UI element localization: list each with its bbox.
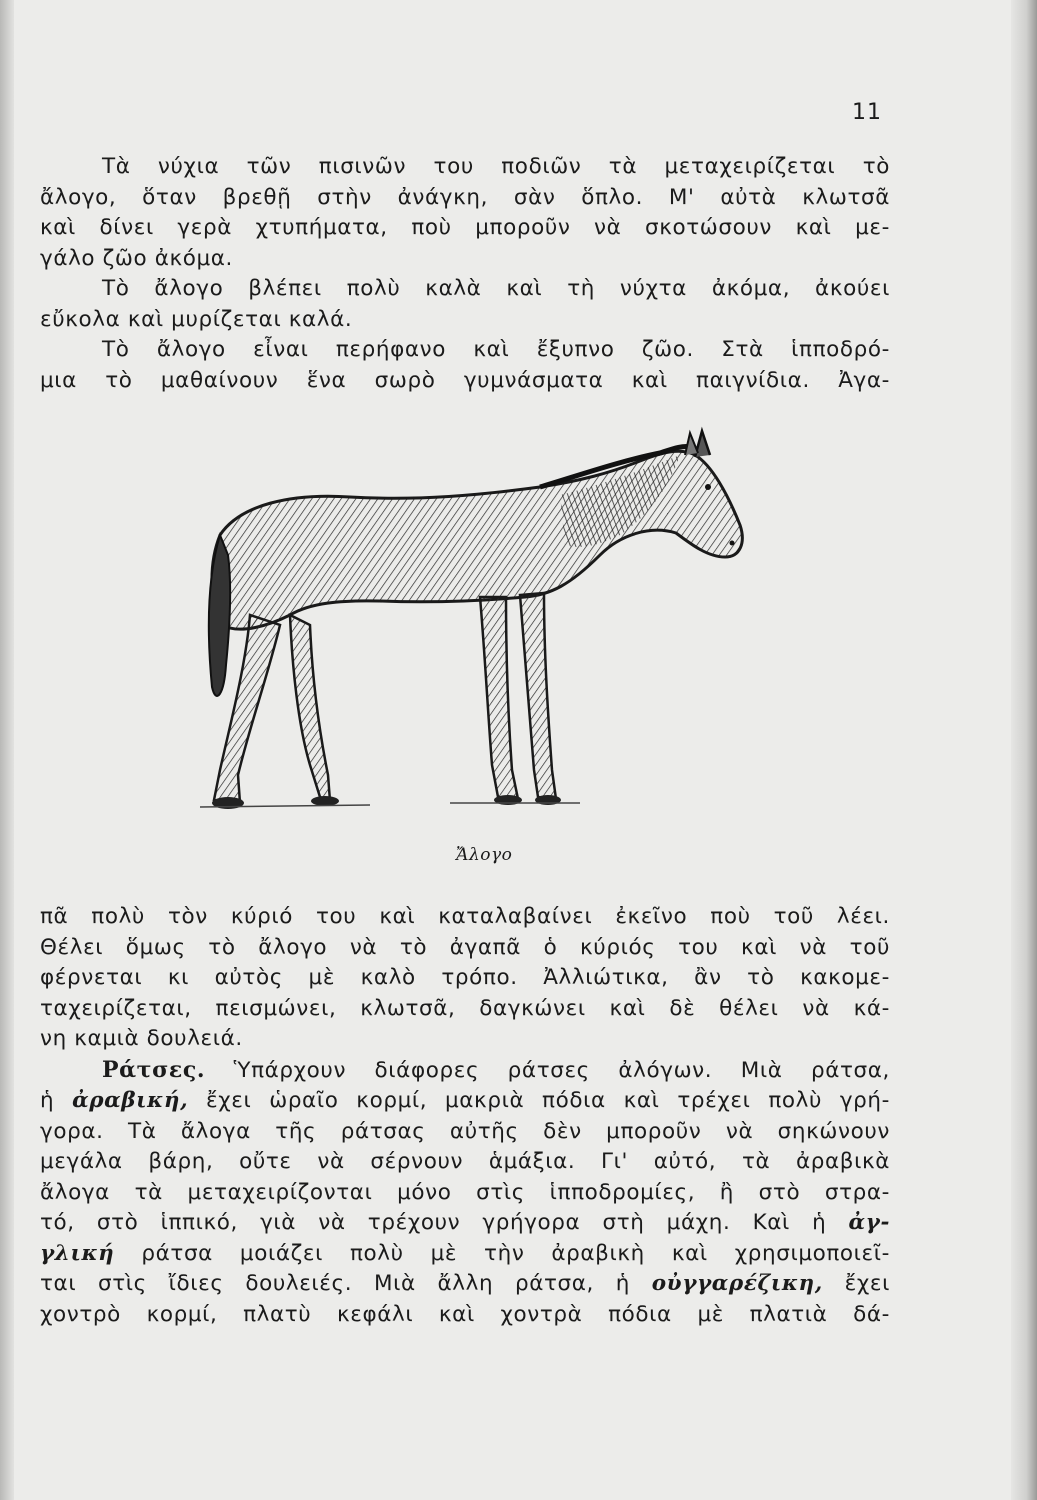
lower-text (40, 902, 890, 1330)
text-line: Τὰ νύχια τῶν πισινῶν του ποδιῶν τὰ μεταχειρίζεται τὸ (102, 154, 890, 179)
text-line (40, 1055, 890, 1087)
page-edge-right (1011, 0, 1037, 1500)
text-line: Θέλει ὅμως τὸ ἄλογο νὰ τὸ ἀγαπᾶ ὁ κύριός του καὶ νὰ τοῦ (40, 934, 890, 960)
text-span: ται στὶς ἴδιες δουλειές. Μιὰ ἄλλη ράτσα, ἡ (40, 1271, 630, 1296)
term-english: ἀγ- (848, 1210, 890, 1235)
text-line (40, 1239, 890, 1270)
text-line: ταχειρίζεται, πεισμώνει, κλωτσᾶ, δαγκώνει καὶ δὲ θέλει νὰ κά- (40, 995, 890, 1021)
text-line (40, 1269, 890, 1300)
text-line: Τὸ ἄλογο βλέπει πολὺ καλὰ καὶ τὴ νύχτα ἀκόμα, ἀκούει (102, 276, 890, 301)
text-span: Ὑπάρχουν διάφορες ράτσες ἀλόγων. Μιὰ ράτσα, (233, 1057, 890, 1083)
text-span: ἔχει ὡραῖο κορμί, μακριὰ πόδια καὶ τρέχει πολὺ γρή- (206, 1088, 890, 1113)
page-number: 11 (852, 100, 882, 125)
page-shadow-left (0, 0, 14, 1500)
horse-illustration-icon (180, 425, 760, 825)
text-line: ἄλογο, ὅταν βρεθῇ στὴν ἀνάγκη, σὰν ὅπλο. Μ' αὐτὰ κλωτσᾶ (40, 184, 890, 210)
upper-text (40, 152, 890, 396)
text-line: ἄλογα τὰ μεταχειρίζονται μόνο στὶς ἱπποδρομίες, ἢ στὸ στρα- (40, 1179, 890, 1205)
term-english: γλική (40, 1240, 115, 1266)
text-span: ράτσα μοιάζει πολὺ μὲ τὴν ἀραβικὴ καὶ χρησιμοποιεῖ- (141, 1240, 890, 1266)
text-span: ἔχει (844, 1271, 890, 1296)
text-line: μεγάλα βάρη, οὔτε νὰ σέρνουν ἁμάξια. Γι' αὐτό, τὰ ἀραβικὰ (40, 1149, 890, 1174)
text-line: γάλο ζῶο ἀκόμα. (40, 245, 233, 271)
text-line: μια τὸ μαθαίνουν ἕνα σωρὸ γυμνάσματα καὶ παιγνίδια. Ἀγα- (40, 367, 890, 393)
text-line: χοντρὸ κορμί, πλατὺ κεφάλι καὶ χοντρὰ πόδια μὲ πλατιὰ δά- (40, 1301, 890, 1327)
text-line: γορα. Τὰ ἄλογα τῆς ράτσας αὐτῆς δὲν μποροῦν νὰ σηκώνουν (40, 1118, 890, 1144)
text-line: νη καμιὰ δουλειά. (40, 1026, 243, 1051)
text-span: ἡ (40, 1088, 55, 1113)
text-line: Τὸ ἄλογο εἶναι περήφανο καὶ ἔξυπνο ζῶο. Στὰ ἱπποδρό- (102, 337, 890, 362)
text-line: εὔκολα καὶ μυρίζεται καλά. (40, 306, 353, 332)
term-arabian: ἀραβική, (72, 1088, 189, 1113)
text-line: φέρνεται κι αὐτὸς μὲ καλὸ τρόπο. Ἀλλιώτικα, ἂν τὸ κακομε- (40, 965, 890, 990)
text-span: τό, στὸ ἱππικό, γιὰ νὰ τρέχουν γρήγορα στὴ μάχη. Καὶ ἡ (40, 1210, 827, 1235)
illustration-caption: Ἄλογο (456, 845, 513, 865)
text-line (40, 1086, 890, 1117)
text-line: πᾶ πολὺ τὸν κύριό του καὶ καταλαβαίνει ἐκεῖνο ποὺ τοῦ λέει. (40, 904, 890, 929)
text-line (40, 1208, 890, 1239)
term-hungarian: οὐγγαρέζικη, (651, 1271, 823, 1296)
section-heading: Ράτσες. (102, 1056, 206, 1083)
text-line: καὶ δίνει γερὰ χτυπήματα, ποὺ μποροῦν νὰ σκοτώσουν καὶ με- (40, 215, 890, 240)
